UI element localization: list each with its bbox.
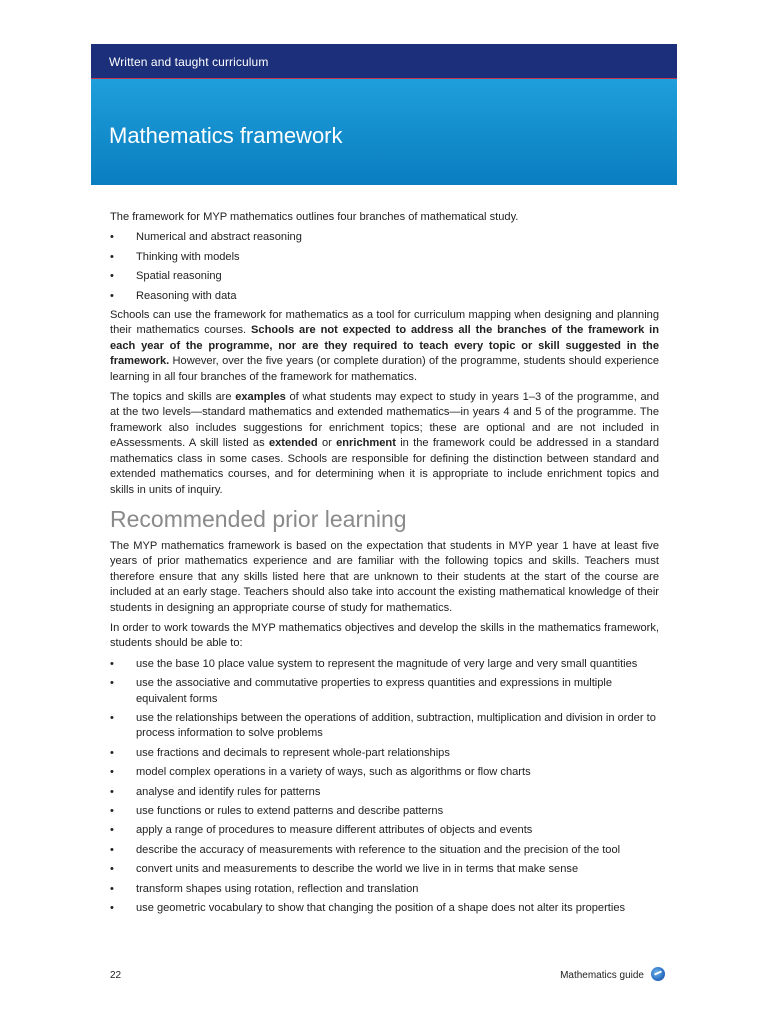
page-footer [110, 970, 659, 986]
list-item: • use functions or rules to extend patterns and describe patterns [110, 805, 444, 817]
title-band [91, 79, 677, 185]
list-item: • Numerical and abstract reasoning [110, 231, 302, 244]
list-item: • transform shapes using rotation, reflection and translation [110, 882, 419, 895]
list-item: • Reasoning with data [110, 289, 237, 302]
section-header-bar [91, 44, 677, 79]
prior-learning-paragraph: The MYP mathematics framework is based on the expectation that students in MYP year 1 have at least five years of prior mathematics experience and are familiar with the following topics and skills. Teachers must therefore ensure that any skills listed here that are unknown to their students at the start of the course are included at an early stage. Teachers should also take into account the existing mathematical knowledge of their students in designing an appropriate course of study for mathematics. [110, 539, 659, 614]
topics-skills-paragraph: The topics and skills are examples of what students may expect to study in years 1–3 of the programme, and at the two levels—standard mathematics and extended mathematics—in years 4 and 5 of the programme. The framework also includes suggestions for enrichment topics; these are optional and are not included in eAssessments. A skill listed as extended or enrichment in the framework could be addressed in a standard mathematics class in some cases. Schools are responsible for defining the distinction between standard and extended mathematics courses, and for determining when it is appropriate to include enrichment topics and skills in units of inquiry. [110, 391, 659, 496]
list-item: • use geometric vocabulary to show that changing the position of a shape does not alter its properties [110, 902, 626, 915]
curriculum-mapping-paragraph: Schools can use the framework for mathematics as a tool for curriculum mapping when designing and planning their mathematics courses. Schools are not expected to address all the branches of the framework in each year of the programme, nor are they required to teach every topic or skill suggested in the framework. However, over the five years (or complete duration) of the programme, students should experience learning in all four branches of the framework for mathematics. [110, 309, 660, 383]
main-content [110, 210, 659, 920]
list-item: • Spatial reasoning [110, 270, 222, 283]
skills-list [110, 657, 659, 917]
list-item: • use the base 10 place value system to represent the magnitude of very large and very small quantities [110, 657, 638, 670]
list-item: • use the relationships between the operations of addition, subtraction, multiplication and division in order to process information to solve problems [110, 711, 656, 740]
list-item: • describe the accuracy of measurements with reference to the situation and the precision of the tool [110, 843, 621, 856]
list-item: • use the associative and commutative properties to express quantities and expressions in multiple equivalent forms [110, 677, 613, 705]
list-item: • analyse and identify rules for patterns [110, 785, 321, 798]
page-title: Mathematics framework [109, 123, 343, 148]
ib-logo-icon [651, 967, 665, 981]
list-item: • apply a range of procedures to measure different attributes of objects and events [110, 824, 533, 837]
list-item: • Thinking with models [110, 250, 240, 263]
branches-list [110, 230, 659, 304]
list-item: • use fractions and decimals to represent whole-part relationships [110, 746, 450, 759]
section-heading: Recommended prior learning [110, 505, 407, 532]
objectives-paragraph: In order to work towards the MYP mathematics objectives and develop the skills in the mathematics framework, students should be able to: [110, 621, 659, 650]
page-number: 22 [110, 970, 122, 981]
list-item: • model complex operations in a variety of ways, such as algorithms or flow charts [110, 766, 531, 779]
section-label: Written and taught curriculum [109, 55, 269, 69]
list-item: • convert units and measurements to describe the world we live in in terms that make sense [110, 863, 579, 876]
intro-paragraph: The framework for MYP mathematics outlines four branches of mathematical study. [110, 211, 519, 223]
guide-title: Mathematics guide [560, 970, 644, 981]
